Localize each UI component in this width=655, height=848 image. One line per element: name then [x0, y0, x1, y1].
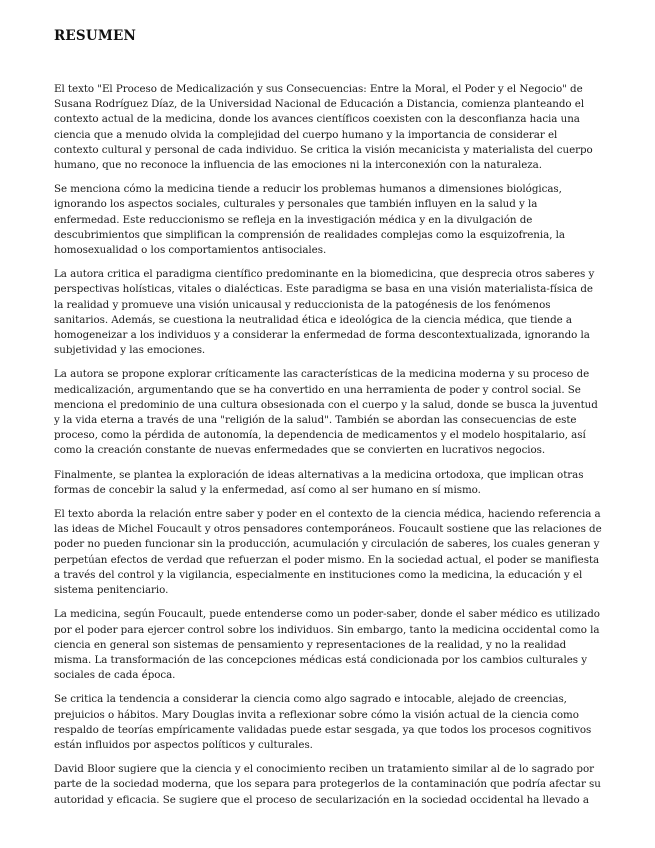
paragraph-2: Se menciona cómo la medicina tiende a reducir los problemas humanos a dimensiones biológicas, ignorando los aspectos sociales, culturales y personales que también influyen en la salud y la enfermedad. Este reduccionismo se refleja en la investigación médica y en la divulgación de descubrimientos que simplifican la comprensión de realidades complejas como la esquizofrenia, la homosexualidad o los comportamientos antisociales.: [54, 183, 565, 257]
paragraph-1: El texto "El Proceso de Medicalización y sus Consecuencias: Entre la Moral, el Poder y el Negocio" de Susana Rodríguez Díaz, de la Universidad Nacional de Educación a Distancia, comienza planteando el contexto actual de la medicina, donde los avances científicos coexisten con la desconfianza hacia una ciencia que a menudo olvida la complejidad del cuerpo humano y la importancia de considerar el contexto cultural y personal de cada individuo. Se critica la visión mecanicista y materialista del cuerpo humano, que no reconoce la influencia de las emociones ni la interconexión con la naturaleza.: [54, 83, 593, 172]
paragraph-5: Finalmente, se plantea la exploración de ideas alternativas a la medicina ortodoxa, que implican otras formas de concebir la salud y la enfermedad, así como al ser humano en sí mismo.: [54, 468, 584, 496]
paragraph-4: La autora se propone explorar críticamente las características de la medicina moderna y su proceso de medicalización, argumentando que se ha convertido en una herramienta de poder y control social. Se menciona el predominio de una cultura obsesionada con el cuerpo y la salud, donde se busca la juventud y la vida eterna a través de una "religión de la salud". También se abordan las consecuencias de este proceso, como la pérdida de autonomía, la dependencia de medicamentos y el modelo hospitalario, así como la creación constante de nuevas enfermedades que se convierten en lucrativos negocios.: [54, 368, 598, 457]
paragraph-6: El texto aborda la relación entre saber y poder en el contexto de la ciencia médica, haciendo referencia a las ideas de Michel Foucault y otros pensadores contemporáneos. Foucault sostiene que las relaciones de poder no pueden funcionar sin la producción, acumulación y circulación de saberes, los cuales generan y perpetúan efectos de verdad que refuerzan el poder mismo. En la sociedad actual, el poder se manifiesta a través del control y la vigilancia, especialmente en instituciones como la medicina, la educación y el sistema penitenciario.: [54, 508, 602, 597]
document-title: RESUMEN: [54, 28, 137, 44]
paragraph-9: David Bloor sugiere que la ciencia y el conocimiento reciben un tratamiento similar al de lo sagrado por parte de la sociedad moderna, que los separa para protegerlos de la contaminación que podría afectar su autoridad y eficacia. Se sugiere que el proceso de secularización en la sociedad occidental ha llevado a: [54, 763, 601, 806]
paragraph-3: La autora critica el paradigma científico predominante en la biomedicina, que desprecia otros saberes y perspectivas holísticas, vitales o dialécticas. Este paradigma se basa en una visión materialista-física de la realidad y promueve una visión unicausal y reduccionista de la patogénesis de los fenómenos sanitarios. Además, se cuestiona la neutralidad ética e ideológica de la ciencia médica, que tiende a homogeneizar a los individuos y a considerar la enfermedad de forma descontextualizada, ignorando la subjetividad y las emociones.: [54, 268, 595, 357]
paragraph-7: La medicina, según Foucault, puede entenderse como un poder-saber, donde el saber médico es utilizado por el poder para ejercer control sobre los individuos. Sin embargo, tanto la medicina occidental como la ciencia en general son sistemas de pensamiento y representaciones de la realidad, y no la realidad misma. La transformación de las concepciones médicas está condicionada por los cambios culturales y sociales de cada época.: [54, 608, 600, 682]
paragraph-8: Se critica la tendencia a considerar la ciencia como algo sagrado e intocable, alejado de creencias, prejuicios o hábitos. Mary Douglas invita a reflexionar sobre cómo la visión actual de la ciencia como respaldo de teorías empíricamente validadas puede estar sesgada, ya que todos los procesos cognitivos están influidos por aspectos políticos y culturales.: [54, 693, 592, 751]
